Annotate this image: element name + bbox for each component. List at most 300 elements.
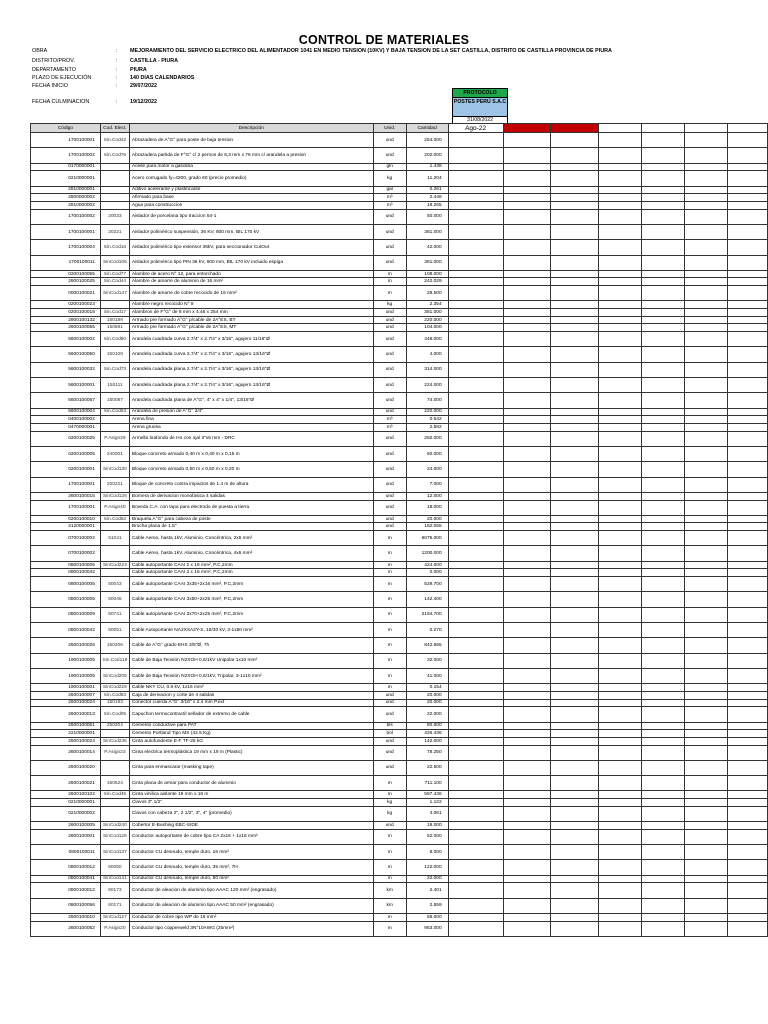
table-row xyxy=(31,745,768,760)
cell-protocol-empty xyxy=(599,462,642,477)
cell-protocol-empty xyxy=(642,592,685,607)
cell-protocol-empty xyxy=(503,883,551,898)
materials-table xyxy=(30,123,768,937)
cell-protocol-empty xyxy=(599,278,642,286)
cell-protocol-empty xyxy=(642,737,685,745)
cell-protocol-empty xyxy=(448,393,503,408)
cell-cod-elect: 150206 xyxy=(100,638,129,653)
header-key: OBRA xyxy=(32,48,48,54)
cell-protocol-empty xyxy=(599,913,642,921)
cell-protocol-empty xyxy=(685,592,728,607)
cell-quantity: 2.559 xyxy=(406,898,448,913)
table-row xyxy=(31,416,768,424)
cell-protocol-empty xyxy=(551,378,599,393)
cell-protocol-empty xyxy=(448,883,503,898)
table-row xyxy=(31,684,768,692)
cell-description: Arandela cuadrada plana de A°G°, 4" x 4" x 1/4", 13/16"Ø xyxy=(129,393,373,408)
cell-protocol-empty xyxy=(448,722,503,730)
cell-protocol-empty xyxy=(599,546,642,561)
cell-description: Cable Aereo, hasta 1kV, Aluminio, Concéntrica, 2x6 mm² xyxy=(129,531,373,546)
cell-protocol-empty xyxy=(448,362,503,377)
cell-code: 2600100010 xyxy=(31,913,101,921)
cell-cod-elect: P.Asign29 xyxy=(100,431,129,446)
cell-protocol-empty xyxy=(685,500,728,515)
cell-protocol-empty xyxy=(599,829,642,844)
cell-protocol-empty xyxy=(685,492,728,500)
cell-cod-elect xyxy=(100,523,129,531)
cell-code: 2600100014 xyxy=(31,745,101,760)
table-row xyxy=(31,623,768,638)
cell-cod-elect xyxy=(100,546,129,561)
cell-protocol-empty xyxy=(642,362,685,377)
cell-protocol-empty xyxy=(599,806,642,821)
table-row xyxy=(31,171,768,186)
cell-protocol-empty xyxy=(685,653,728,668)
cell-unit: m xyxy=(373,684,406,692)
table-row xyxy=(31,515,768,523)
cell-protocol-empty xyxy=(448,224,503,239)
cell-cod-elect: Sin.Cod73 xyxy=(100,362,129,377)
cell-protocol-empty xyxy=(685,791,728,799)
cell-protocol-empty xyxy=(448,431,503,446)
cell-protocol-empty xyxy=(642,561,685,569)
cell-protocol-empty xyxy=(503,148,551,163)
cell-protocol-empty xyxy=(685,408,728,416)
cell-code: 2600100024 xyxy=(31,737,101,745)
cell-protocol-empty xyxy=(448,163,503,171)
page-title: CONTROL DE MATERIALES xyxy=(298,33,470,47)
cell-protocol-empty xyxy=(599,860,642,875)
cell-protocol-empty xyxy=(448,691,503,699)
cell-quantity: 142.000 xyxy=(406,737,448,745)
table-row xyxy=(31,760,768,775)
cell-protocol-empty xyxy=(642,133,685,148)
cell-unit: kg xyxy=(373,301,406,309)
cell-cod-elect: Sin.Cod42 xyxy=(100,133,129,148)
cell-description: Cable Aereo, hasta 1kV, Aluminio, Concéntrica, 4x6 mm² xyxy=(129,546,373,561)
cell-protocol-empty xyxy=(503,776,551,791)
cell-protocol-empty xyxy=(551,546,599,561)
cell-cod-elect: 60050 xyxy=(100,860,129,875)
cell-protocol-empty xyxy=(448,446,503,461)
cell-description: Bornera de derivacion monofasica 4 salidas xyxy=(129,492,373,500)
cell-protocol-empty xyxy=(685,209,728,224)
cell-protocol-empty xyxy=(448,240,503,255)
cell-cod-elect: 60173 xyxy=(100,883,129,898)
cell-description: Capuchon termocontractil sellador de extremo de cable xyxy=(129,707,373,722)
cell-protocol-empty xyxy=(503,760,551,775)
table-row xyxy=(31,201,768,209)
cell-protocol-empty xyxy=(551,224,599,239)
cell-quantity: 6075.000 xyxy=(406,531,448,546)
cell-protocol-empty xyxy=(642,523,685,531)
cell-protocol-empty xyxy=(685,301,728,309)
cell-protocol-empty xyxy=(551,362,599,377)
cell-protocol-empty xyxy=(503,623,551,638)
cell-protocol-empty xyxy=(599,186,642,194)
cell-protocol-empty xyxy=(448,561,503,569)
cell-quantity: 953.000 xyxy=(406,921,448,936)
cell-protocol-empty xyxy=(728,745,768,760)
cell-protocol-empty xyxy=(642,209,685,224)
cell-protocol-empty xyxy=(448,278,503,286)
cell-protocol-empty xyxy=(642,462,685,477)
cell-description: Cable de A°G° grado EHS 3/8"Ø, 7h xyxy=(129,638,373,653)
cell-unit: m xyxy=(373,278,406,286)
cell-protocol-empty xyxy=(728,913,768,921)
cell-quantity: 220.000 xyxy=(406,408,448,416)
cell-quantity: 142.400 xyxy=(406,592,448,607)
col-header-code: Código xyxy=(31,124,101,133)
cell-protocol-empty xyxy=(503,577,551,592)
cell-protocol-empty xyxy=(642,148,685,163)
cell-protocol-empty xyxy=(503,171,551,186)
cell-protocol-empty xyxy=(448,492,503,500)
cell-unit: und xyxy=(373,408,406,416)
cell-protocol-empty xyxy=(599,531,642,546)
protocol-label: PROTOCOLO xyxy=(452,88,508,98)
cell-protocol-empty xyxy=(448,171,503,186)
cell-code: 0800100012 xyxy=(31,883,101,898)
cell-unit: m xyxy=(373,607,406,622)
cell-protocol-empty xyxy=(503,707,551,722)
cell-unit: m xyxy=(373,776,406,791)
cell-protocol-empty xyxy=(685,163,728,171)
cell-protocol-empty xyxy=(551,577,599,592)
cell-protocol-empty xyxy=(685,638,728,653)
cell-description: Armado pre formado A°G° p/cable de 2A°ES, MT xyxy=(129,324,373,332)
cell-protocol-empty xyxy=(503,515,551,523)
cell-quantity: 32.000 xyxy=(406,653,448,668)
cell-description: Conductor CU desnudo, temple duro, 35 mm², 7H xyxy=(129,860,373,875)
cell-protocol-empty xyxy=(642,822,685,830)
table-row xyxy=(31,799,768,807)
cell-protocol-empty xyxy=(448,515,503,523)
cell-protocol-empty xyxy=(599,883,642,898)
cell-quantity: 22.000 xyxy=(406,875,448,883)
cell-cod-elect xyxy=(100,760,129,775)
header-value: 140 DIAS CALENDARIOS xyxy=(130,75,195,81)
cell-cod-elect: Sin.Cod83 xyxy=(100,691,129,699)
cell-protocol-empty xyxy=(685,278,728,286)
cell-cod-elect: SinCod223 xyxy=(100,561,129,569)
cell-code: 2810000001 xyxy=(31,186,101,194)
cell-protocol-empty xyxy=(728,462,768,477)
cell-quantity: 2194.700 xyxy=(406,607,448,622)
cell-code: 2600100055 xyxy=(31,324,101,332)
cell-code: 2600100052 xyxy=(31,921,101,936)
cell-description: Alambre de amarre de cobre recocido de 16 mm² xyxy=(129,286,373,301)
cell-quantity: 74.000 xyxy=(406,393,448,408)
cell-protocol-empty xyxy=(728,286,768,301)
table-row xyxy=(31,883,768,898)
cell-protocol-empty xyxy=(642,477,685,492)
cell-cod-elect: SinCod205 xyxy=(100,668,129,683)
cell-unit: und xyxy=(373,707,406,722)
cell-protocol-empty xyxy=(728,699,768,707)
cell-protocol-empty xyxy=(685,186,728,194)
cell-protocol-empty xyxy=(685,477,728,492)
cell-protocol-empty xyxy=(685,224,728,239)
cell-protocol-empty xyxy=(642,684,685,692)
cell-protocol-empty xyxy=(599,416,642,424)
cell-protocol-empty xyxy=(685,921,728,936)
cell-description: Conductor de aleacion de aluminio tipo AAAC 50 mm² (engrasado) xyxy=(129,898,373,913)
cell-quantity: 8.000 xyxy=(406,845,448,860)
cell-protocol-empty xyxy=(448,531,503,546)
cell-description: Aislador polimérico tipo PIN 36 kV, 600 mm, BIL 170 kV incluido espiga xyxy=(129,255,373,270)
cell-code: 0210000001 xyxy=(31,799,101,807)
cell-protocol-empty xyxy=(503,913,551,921)
cell-protocol-empty xyxy=(448,255,503,270)
cell-code: 5600100050 xyxy=(31,347,101,362)
cell-quantity: 2.354 xyxy=(406,301,448,309)
cell-cod-elect: SinCod126 xyxy=(100,829,129,844)
cell-protocol-empty xyxy=(448,286,503,301)
cell-protocol-empty xyxy=(503,592,551,607)
cell-protocol-empty xyxy=(599,316,642,324)
cell-protocol-empty xyxy=(685,431,728,446)
col-header-empty-1 xyxy=(599,124,642,133)
table-row xyxy=(31,286,768,301)
cell-protocol-empty xyxy=(685,722,728,730)
cell-quantity: 24.000 xyxy=(406,462,448,477)
cell-cod-elect: SinCod240 xyxy=(100,822,129,830)
cell-cod-elect xyxy=(100,799,129,807)
cell-protocol-empty xyxy=(551,286,599,301)
cell-protocol-empty xyxy=(642,668,685,683)
cell-protocol-empty xyxy=(685,316,728,324)
cell-protocol-empty xyxy=(448,806,503,821)
cell-protocol-empty xyxy=(503,201,551,209)
cell-protocol-empty xyxy=(642,316,685,324)
header-row xyxy=(32,48,722,57)
cell-protocol-empty xyxy=(503,860,551,875)
cell-code: 0800100009 xyxy=(31,607,101,622)
cell-protocol-empty xyxy=(448,875,503,883)
cell-code: 0800100005 xyxy=(31,577,101,592)
cell-protocol-empty xyxy=(642,347,685,362)
cell-protocol-empty xyxy=(685,745,728,760)
cell-description: Arandela cuadrada curva 2.7/4" x 2.7/4" x 3/16", agujero 13/16"Ø xyxy=(129,347,373,362)
cell-protocol-empty xyxy=(448,477,503,492)
cell-protocol-empty xyxy=(642,416,685,424)
cell-protocol-empty xyxy=(728,270,768,278)
cell-description: Boveda C.A. con tapa para electrodo de puesta a tierra xyxy=(129,500,373,515)
cell-protocol-empty xyxy=(728,684,768,692)
cell-quantity: 122.000 xyxy=(406,860,448,875)
cell-protocol-empty xyxy=(503,561,551,569)
table-row xyxy=(31,194,768,202)
cell-protocol-empty xyxy=(685,760,728,775)
cell-quantity: 108.000 xyxy=(406,270,448,278)
cell-protocol-empty xyxy=(685,684,728,692)
cell-cod-elect: Sin.Cod50 xyxy=(100,332,129,347)
cell-cod-elect: SinCod130 xyxy=(100,462,129,477)
table-row xyxy=(31,332,768,347)
header-colon: : xyxy=(116,67,118,73)
cell-quantity: 182.055 xyxy=(406,523,448,531)
table-row xyxy=(31,148,768,163)
cell-protocol-empty xyxy=(685,423,728,431)
header-colon: : xyxy=(116,83,118,89)
header-value: 29/07/2022 xyxy=(130,83,157,89)
cell-protocol-empty xyxy=(728,737,768,745)
header-colon: : xyxy=(116,99,118,105)
cell-protocol-empty xyxy=(642,860,685,875)
cell-protocol-empty xyxy=(503,492,551,500)
cell-description: Aislador polimérico tipo extensor 36kV, para seccionador CutOut xyxy=(129,240,373,255)
header-key: DISTRITO/PROV. xyxy=(32,58,75,64)
cell-protocol-empty xyxy=(503,745,551,760)
cell-unit: m xyxy=(373,653,406,668)
cell-protocol-empty xyxy=(599,133,642,148)
header-value: 19/12/2022 xyxy=(130,99,157,105)
cell-cod-elect: SinCod141 xyxy=(100,875,129,883)
cell-protocol-empty xyxy=(685,515,728,523)
cell-code: 0210000001 xyxy=(31,171,101,186)
cell-protocol-empty xyxy=(503,309,551,317)
cell-protocol-empty xyxy=(551,806,599,821)
cell-protocol-empty xyxy=(551,515,599,523)
cell-protocol-empty xyxy=(728,423,768,431)
cell-protocol-empty xyxy=(448,416,503,424)
cell-protocol-empty xyxy=(503,737,551,745)
cell-protocol-empty xyxy=(685,883,728,898)
header-key: DEPARTAMENTO xyxy=(32,67,76,73)
cell-protocol-empty xyxy=(685,324,728,332)
cell-protocol-empty xyxy=(503,332,551,347)
cell-protocol-empty xyxy=(503,806,551,821)
cell-protocol-empty xyxy=(599,423,642,431)
cell-quantity: 224.000 xyxy=(406,378,448,393)
cell-protocol-empty xyxy=(642,270,685,278)
cell-protocol-empty xyxy=(728,309,768,317)
cell-protocol-empty xyxy=(728,760,768,775)
cell-protocol-empty xyxy=(448,799,503,807)
cell-protocol-empty xyxy=(448,577,503,592)
cell-protocol-empty xyxy=(599,148,642,163)
cell-cod-elect: 150087 xyxy=(100,393,129,408)
table-row xyxy=(31,163,768,171)
cell-protocol-empty xyxy=(551,883,599,898)
col-header-empty-2 xyxy=(642,124,685,133)
cell-unit: m xyxy=(373,577,406,592)
cell-protocol-empty xyxy=(551,760,599,775)
cell-protocol-empty xyxy=(728,791,768,799)
cell-protocol-empty xyxy=(685,347,728,362)
cell-protocol-empty xyxy=(551,201,599,209)
cell-protocol-empty xyxy=(599,240,642,255)
cell-code: 5600100057 xyxy=(31,393,101,408)
header-value: CASTILLA - PIURA xyxy=(130,58,179,64)
cell-description: Cable Autoportante NA2XSA2Y-S, 18/30 kV, 3-1x50 mm² xyxy=(129,623,373,638)
cell-protocol-empty xyxy=(551,255,599,270)
cell-protocol-empty xyxy=(551,148,599,163)
cell-protocol-empty xyxy=(685,860,728,875)
cell-protocol-empty xyxy=(599,347,642,362)
cell-protocol-empty xyxy=(503,523,551,531)
cell-quantity: 220.000 xyxy=(406,316,448,324)
cell-quantity: 20.000 xyxy=(406,699,448,707)
cell-description: Aislador de porcelana tipo traccion 54-1 xyxy=(129,209,373,224)
table-row xyxy=(31,569,768,577)
cell-quantity: 250.000 xyxy=(406,431,448,446)
cell-protocol-empty xyxy=(599,730,642,738)
cell-unit: und xyxy=(373,431,406,446)
cell-cod-elect: Sin.Cod05 xyxy=(100,707,129,722)
cell-protocol-empty xyxy=(599,561,642,569)
cell-cod-elect: 50046 xyxy=(100,592,129,607)
cell-description: Caja de derivacion y corte de 4 salidas xyxy=(129,691,373,699)
cell-protocol-empty xyxy=(685,362,728,377)
table-row xyxy=(31,806,768,821)
cell-protocol-empty xyxy=(685,607,728,622)
cell-code: 2600100132 xyxy=(31,316,101,324)
cell-unit: m xyxy=(373,270,406,278)
cell-code: 0800100011 xyxy=(31,845,101,860)
cell-code: 2600100005 xyxy=(31,822,101,830)
cell-description: Cinta vinilica aislante 19 mm x 18 m xyxy=(129,791,373,799)
table-row xyxy=(31,462,768,477)
cell-protocol-empty xyxy=(685,691,728,699)
cell-cod-elect xyxy=(100,416,129,424)
cell-protocol-empty xyxy=(728,163,768,171)
cell-description: Armella tirafondo de Ho con ojal 3"x5 mm - DRC xyxy=(129,431,373,446)
cell-protocol-empty xyxy=(685,393,728,408)
cell-protocol-empty xyxy=(551,845,599,860)
cell-protocol-empty xyxy=(642,799,685,807)
header-row xyxy=(32,99,722,108)
cell-protocol-empty xyxy=(728,806,768,821)
cell-cod-elect: 51041 xyxy=(100,531,129,546)
cell-code: 0000100021 xyxy=(31,286,101,301)
cell-protocol-empty xyxy=(599,592,642,607)
cell-protocol-empty xyxy=(728,531,768,546)
cell-protocol-empty xyxy=(728,668,768,683)
cell-description: Alambron de F°G° de 8 mm x 4.46 x 254 mm xyxy=(129,309,373,317)
cell-description: Alambre de amarre de aluminio de 16 mm² xyxy=(129,278,373,286)
cell-protocol-empty xyxy=(685,730,728,738)
cell-quantity: 52.000 xyxy=(406,829,448,844)
cell-code: 2600100026 xyxy=(31,638,101,653)
cell-cod-elect: Sin.Cod77 xyxy=(100,270,129,278)
cell-protocol-empty xyxy=(503,186,551,194)
cell-protocol-empty xyxy=(642,201,685,209)
cell-code: 2600100001 xyxy=(31,829,101,844)
cell-protocol-empty xyxy=(728,799,768,807)
cell-protocol-empty xyxy=(503,699,551,707)
cell-protocol-empty xyxy=(448,845,503,860)
cell-protocol-empty xyxy=(503,270,551,278)
cell-protocol-empty xyxy=(728,898,768,913)
cell-quantity: 426.436 xyxy=(406,730,448,738)
table-row xyxy=(31,546,768,561)
cell-protocol-empty xyxy=(448,378,503,393)
cell-protocol-empty xyxy=(448,653,503,668)
cell-code: 2120000001 xyxy=(31,523,101,531)
cell-quantity: 104.000 xyxy=(406,324,448,332)
cell-unit: und xyxy=(373,745,406,760)
cell-protocol-empty xyxy=(448,707,503,722)
cell-code: 0700100002 xyxy=(31,546,101,561)
cell-protocol-empty xyxy=(551,316,599,324)
cell-cod-elect: P.Asign23 xyxy=(100,745,129,760)
cell-quantity: 1.438 xyxy=(406,163,448,171)
cell-cod-elect xyxy=(100,730,129,738)
table-row xyxy=(31,278,768,286)
cell-protocol-empty xyxy=(503,446,551,461)
